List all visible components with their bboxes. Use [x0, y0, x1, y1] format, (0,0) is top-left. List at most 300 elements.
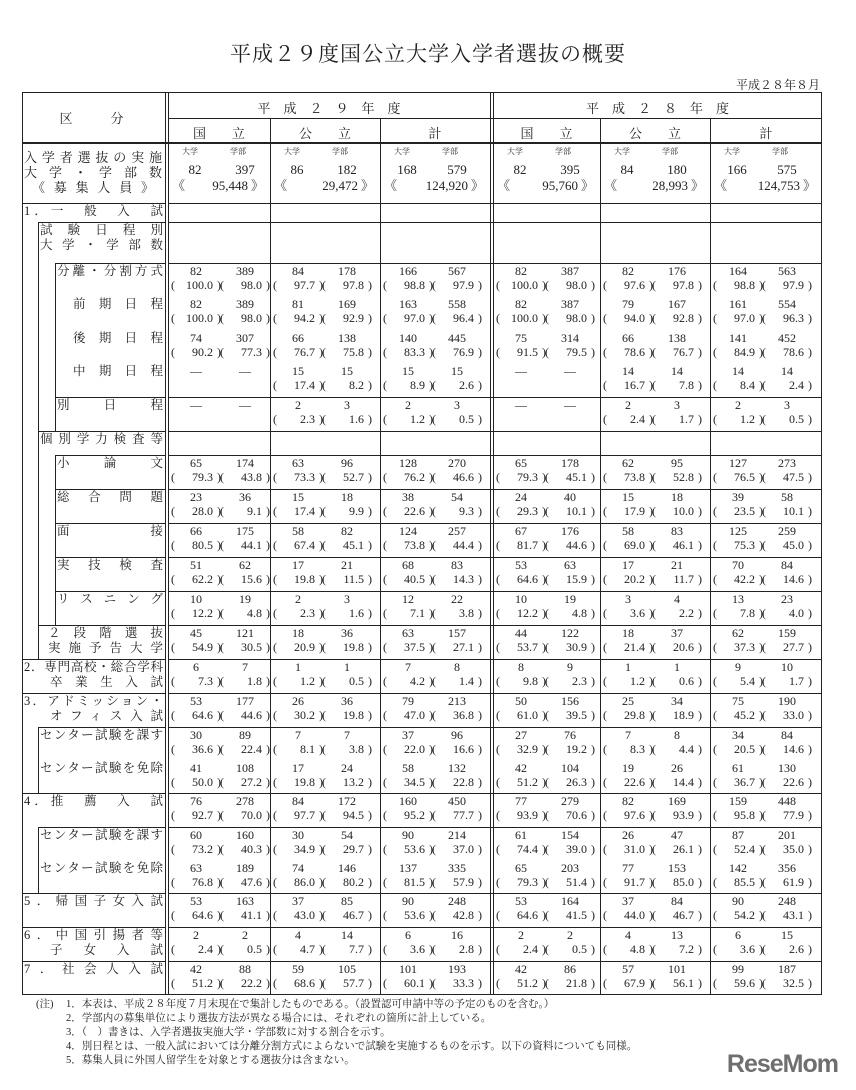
paren-close: ): [217, 942, 221, 956]
percentage: [432, 470, 482, 484]
percentage-value: 22.6: [404, 504, 425, 518]
row-label: [57, 398, 163, 413]
paren-close: ): [319, 875, 323, 889]
percentage-value: 96.3: [783, 311, 804, 325]
percentage-value: 84.9: [734, 345, 755, 359]
university-count: [496, 828, 546, 856]
percentage: [603, 908, 653, 922]
count-value: 26: [292, 694, 304, 708]
summary-count: 82: [513, 162, 527, 177]
paren-close: ): [698, 875, 702, 889]
percentage-value: 14.6: [783, 572, 804, 586]
data-cell: [710, 861, 822, 893]
percentage: [322, 470, 372, 484]
percentage: [171, 875, 221, 889]
row-label: [48, 626, 163, 656]
data-cell: [380, 331, 490, 363]
paren-close: ): [759, 278, 763, 292]
paren-open: (: [652, 842, 656, 856]
count-value: 160: [236, 828, 254, 842]
paren-close: ): [808, 976, 812, 990]
percentage: [273, 412, 323, 426]
faculty-count: [545, 490, 595, 518]
count-value: 82: [622, 264, 634, 278]
faculty-count: [322, 894, 372, 922]
paren-close: ): [217, 606, 221, 620]
paren-open: (: [273, 345, 277, 359]
paren-open: (: [220, 808, 224, 822]
paren-open: (: [496, 470, 500, 484]
data-cell: [168, 592, 270, 625]
data-cell: [270, 398, 380, 431]
percentage: [171, 775, 221, 789]
paren-open: (: [496, 842, 500, 856]
faculty-count: [432, 456, 482, 484]
resemom-logo: ReseMom: [726, 1050, 838, 1078]
paren-close: ): [542, 606, 546, 620]
percentage: [220, 708, 270, 722]
faculty-count: [322, 592, 372, 620]
university-count: [713, 364, 763, 392]
row-label: [24, 204, 163, 219]
data-cell: [493, 364, 600, 397]
footnotes: [36, 998, 637, 1068]
percentage: [652, 538, 702, 552]
percentage-value: 7.2: [679, 942, 694, 956]
paren-open: (: [713, 538, 717, 552]
paren-open: (: [762, 640, 766, 654]
percentage-value: 20.9: [294, 640, 315, 654]
count-value: 74: [292, 861, 304, 875]
data-cell: [493, 761, 600, 793]
paren-close: ): [808, 842, 812, 856]
paren-open: (: [322, 708, 326, 722]
count-value: 452: [778, 331, 796, 345]
percentage-value: 75.3: [734, 538, 755, 552]
university-count: [603, 490, 653, 518]
summary-cell: [710, 143, 822, 203]
data-cell: [600, 861, 710, 893]
percentage: [322, 742, 372, 756]
percentage: [713, 412, 763, 426]
university-count: [383, 694, 433, 722]
data-cell: [380, 861, 490, 893]
percentage: [762, 908, 812, 922]
row-label-line: オフィス入試: [50, 709, 163, 723]
percentage: [273, 875, 323, 889]
paren-close: ): [698, 674, 702, 688]
data-cell: [270, 592, 380, 625]
percentage-value: 31.0: [624, 842, 645, 856]
percentage: [432, 538, 482, 552]
count-value: 13: [671, 928, 683, 942]
university-count: [603, 456, 653, 484]
percentage: [383, 378, 433, 392]
paren-close: ): [319, 278, 323, 292]
percentage-value: 30.2: [294, 708, 315, 722]
paren-close: ): [808, 311, 812, 325]
count-value: 4: [295, 928, 301, 942]
capacity-value: 124,920: [425, 178, 468, 193]
paren-open: (: [713, 311, 717, 325]
percentage: [545, 708, 595, 722]
paren-open: (: [652, 942, 656, 956]
percentage-value: 60.1: [404, 976, 425, 990]
percentage: [220, 942, 270, 956]
summary-label-line: 《募集人員》: [32, 180, 154, 195]
university-count: [383, 456, 433, 484]
percentage: [545, 842, 595, 856]
sub-header-university: 大学: [614, 147, 630, 156]
percentage: [545, 742, 595, 756]
paren-close: ): [759, 976, 763, 990]
percentage-value: 8.9: [410, 378, 425, 392]
paren-open: (: [171, 908, 175, 922]
paren-open: (: [322, 470, 326, 484]
university-count: [496, 592, 546, 620]
university-count: [713, 761, 763, 789]
percentage: [273, 572, 323, 586]
paren-close: ): [649, 470, 653, 484]
percentage-value: 97.6: [624, 278, 645, 292]
percentage: [762, 345, 812, 359]
faculty-count: [762, 828, 812, 856]
paren-open: (: [383, 538, 387, 552]
percentage: [496, 708, 546, 722]
paren-close: ): [542, 775, 546, 789]
university-count: [496, 490, 546, 518]
percentage: [603, 742, 653, 756]
column-divider: [490, 92, 491, 995]
university-count: [713, 456, 763, 484]
percentage-value: 76.9: [453, 345, 474, 359]
percentage: [322, 311, 372, 325]
paren-close: ): [759, 345, 763, 359]
paren-open: (: [713, 606, 717, 620]
paren-open: (: [545, 640, 549, 654]
faculty-count: [322, 728, 372, 756]
count-value: 86: [564, 962, 576, 976]
paren-open: (: [545, 775, 549, 789]
university-count: [496, 297, 546, 325]
faculty-count: [220, 626, 270, 654]
data-cell: [270, 828, 380, 860]
percentage: [652, 674, 702, 688]
percentage: [652, 504, 702, 518]
percentage-value: 98.0: [566, 278, 587, 292]
faculty-count: [322, 398, 372, 426]
faculty-count: [652, 297, 702, 325]
percentage-value: 32.9: [517, 742, 538, 756]
data-cell: [270, 331, 380, 363]
faculty-count: [545, 928, 595, 956]
paren-open: (: [432, 640, 436, 654]
percentage: [383, 504, 433, 518]
paren-open: (: [220, 742, 224, 756]
paren-close: ): [429, 504, 433, 518]
percentage-value: 52.7: [343, 470, 364, 484]
row-label-line: 実施予告大学: [48, 641, 163, 655]
paren-open: (: [762, 908, 766, 922]
paren-open: (: [496, 742, 500, 756]
percentage: [322, 538, 372, 552]
percentage-value: 77.3: [241, 345, 262, 359]
faculty-count: [432, 398, 482, 426]
university-count: [383, 331, 433, 359]
paren-close: ): [808, 775, 812, 789]
percentage: [383, 808, 433, 822]
faculty-count: [652, 331, 702, 359]
percentage-value: 91.5: [517, 345, 538, 359]
summary-label-line: 入学者選抜の実施: [24, 150, 162, 165]
summary-count: 575: [777, 162, 797, 177]
count-value: 172: [338, 794, 356, 808]
faculty-count: [220, 660, 270, 688]
paren-open: (: [652, 504, 656, 518]
count-value: 273: [778, 456, 796, 470]
page-title: 平成２９度国公立大学入学者選抜の概要: [230, 42, 626, 66]
faculty-count: [762, 297, 812, 325]
count-value: 248: [778, 894, 796, 908]
percentage: [762, 504, 812, 518]
percentage-value: 2.6: [459, 378, 474, 392]
paren-open: (: [322, 742, 326, 756]
data-cell: [168, 297, 270, 330]
faculty-count: [220, 490, 270, 518]
faculty-count: [432, 694, 482, 722]
count-value: 307: [236, 331, 254, 345]
data-cell: [380, 794, 490, 827]
paren-open: (: [496, 775, 500, 789]
count-value: —: [190, 398, 202, 412]
percentage-value: 7.1: [410, 606, 425, 620]
university-count: [713, 660, 763, 688]
faculty-count: [545, 297, 595, 325]
paren-close: ): [591, 538, 595, 552]
data-cell: [168, 828, 270, 860]
percentage-value: 8.2: [349, 378, 364, 392]
percentage: [496, 842, 546, 856]
percentage: [383, 538, 433, 552]
percentage-value: 97.8: [673, 278, 694, 292]
university-count: [713, 558, 763, 586]
university-count: [496, 558, 546, 586]
count-value: 563: [778, 264, 796, 278]
percentage-value: 78.6: [783, 345, 804, 359]
count-value: 27: [515, 728, 527, 742]
paren-close: ): [542, 875, 546, 889]
university-count: [603, 592, 653, 620]
row-label-line: 個別学力検査等: [40, 432, 163, 446]
university-count: [273, 660, 323, 688]
count-value: 82: [190, 264, 202, 278]
paren-open: (: [432, 378, 436, 392]
university-count: [383, 626, 433, 654]
count-value: 77: [622, 861, 634, 875]
percentage: [322, 908, 372, 922]
university-count: [273, 490, 323, 518]
percentage: [652, 842, 702, 856]
paren-open: (: [171, 808, 175, 822]
paren-close: ): [542, 572, 546, 586]
paren-open: (: [496, 942, 500, 956]
row-label: [73, 331, 163, 346]
paren-open: (: [273, 470, 277, 484]
paren-close: ): [759, 708, 763, 722]
percentage: [652, 708, 702, 722]
university-count: [383, 861, 433, 889]
percentage: [603, 538, 653, 552]
paren-open: (: [652, 908, 656, 922]
summary-capacity: [172, 179, 264, 193]
faculty-count: [432, 297, 482, 325]
percentage-value: 83.3: [404, 345, 425, 359]
paren-close: ): [319, 674, 323, 688]
data-cell: [168, 861, 270, 893]
percentage-value: 95.8: [734, 808, 755, 822]
university-count: [273, 398, 323, 426]
faculty-count: [220, 398, 270, 412]
percentage: [220, 742, 270, 756]
faculty-count: [220, 861, 270, 889]
sub-header-faculty: 学部: [662, 147, 678, 156]
count-value: 3: [674, 398, 680, 412]
faculty-count: [220, 894, 270, 922]
university-count: [171, 490, 221, 518]
paren-close: ): [429, 311, 433, 325]
faculty-count: [220, 794, 270, 822]
data-cell: [493, 828, 600, 860]
count-value: 16: [451, 928, 463, 942]
count-value: 53: [190, 694, 202, 708]
percentage-value: 56.1: [673, 976, 694, 990]
paren-open: (: [603, 345, 607, 359]
paren-close: ): [698, 378, 702, 392]
row-label-line: 小論文: [57, 456, 163, 470]
faculty-count: [432, 861, 482, 889]
count-value: 176: [668, 264, 686, 278]
count-value: 66: [190, 524, 202, 538]
count-value: 37: [292, 894, 304, 908]
paren-open: (: [603, 942, 607, 956]
paren-open: (: [762, 674, 766, 688]
paren-open: (: [273, 572, 277, 586]
percentage-value: 73.3: [294, 470, 315, 484]
paren-close: ): [429, 470, 433, 484]
paren-close: ): [429, 875, 433, 889]
sub-header-university: 大学: [724, 147, 740, 156]
percentage-value: 12.2: [192, 606, 213, 620]
data-cell: [710, 694, 822, 727]
faculty-count: [762, 861, 812, 889]
row-label-line: 分離・分割方式: [57, 264, 163, 278]
percentage: [322, 976, 372, 990]
count-value: 10: [781, 660, 793, 674]
university-count: [171, 331, 221, 359]
university-count: [383, 264, 433, 292]
percentage: [545, 908, 595, 922]
paren-open: (: [652, 808, 656, 822]
faculty-count: [545, 364, 595, 378]
faculty-count: [762, 364, 812, 392]
paren-close: ): [759, 908, 763, 922]
data-cell: [168, 524, 270, 557]
percentage-value: 37.0: [453, 842, 474, 856]
university-count: [171, 794, 221, 822]
percentage-value: 4.0: [789, 606, 804, 620]
percentage: [545, 674, 595, 688]
percentage-value: 22.8: [453, 775, 474, 789]
percentage-value: 32.5: [783, 976, 804, 990]
row-label-line: 5．帰国子女入試: [24, 894, 163, 908]
paren-close: ): [591, 908, 595, 922]
paren-open: (: [652, 572, 656, 586]
percentage-value: 5.4: [740, 674, 755, 688]
percentage: [496, 504, 546, 518]
university-count: [171, 694, 221, 722]
percentage: [171, 808, 221, 822]
data-cell: [270, 728, 380, 760]
paren-close: ): [591, 808, 595, 822]
faculty-count: [762, 592, 812, 620]
percentage: [762, 470, 812, 484]
paren-close: ): [429, 808, 433, 822]
paren-close: ): [698, 412, 702, 426]
count-value: 87: [732, 828, 744, 842]
university-count: [713, 264, 763, 292]
percentage-value: 37.3: [734, 640, 755, 654]
percentage: [432, 842, 482, 856]
data-cell: [710, 962, 822, 995]
sub-header-faculty: 学部: [230, 147, 246, 156]
university-count: [273, 962, 323, 990]
faculty-count: [322, 456, 372, 484]
bracket-close: 》: [250, 178, 264, 193]
faculty-count: [762, 456, 812, 484]
paren-close: ): [266, 606, 270, 620]
percentage: [383, 278, 433, 292]
count-value: 6: [405, 928, 411, 942]
paren-open: (: [171, 278, 175, 292]
data-cell: [168, 456, 270, 489]
summary-cell: [270, 143, 380, 203]
count-value: 2: [295, 398, 301, 412]
notes-prefix: (注): [36, 999, 54, 1010]
paren-open: (: [273, 504, 277, 518]
paren-open: (: [652, 378, 656, 392]
data-cell: [600, 660, 710, 693]
paren-close: ): [591, 278, 595, 292]
university-count: [713, 524, 763, 552]
faculty-count: [652, 660, 702, 688]
paren-open: (: [322, 942, 326, 956]
summary-cell: [600, 143, 710, 203]
university-count: [713, 398, 763, 426]
summary-count: 82: [188, 162, 202, 177]
paren-open: (: [432, 572, 436, 586]
percentage-value: 74.4: [517, 842, 538, 856]
faculty-count: [322, 794, 372, 822]
percentage-value: 29.7: [343, 842, 364, 856]
paren-close: ): [429, 942, 433, 956]
count-value: 88: [239, 962, 251, 976]
paren-open: (: [322, 775, 326, 789]
paren-close: ): [698, 278, 702, 292]
paren-close: ): [368, 875, 372, 889]
paren-open: (: [171, 538, 175, 552]
header-col-1: 公 立: [628, 126, 681, 141]
percentage: [383, 775, 433, 789]
